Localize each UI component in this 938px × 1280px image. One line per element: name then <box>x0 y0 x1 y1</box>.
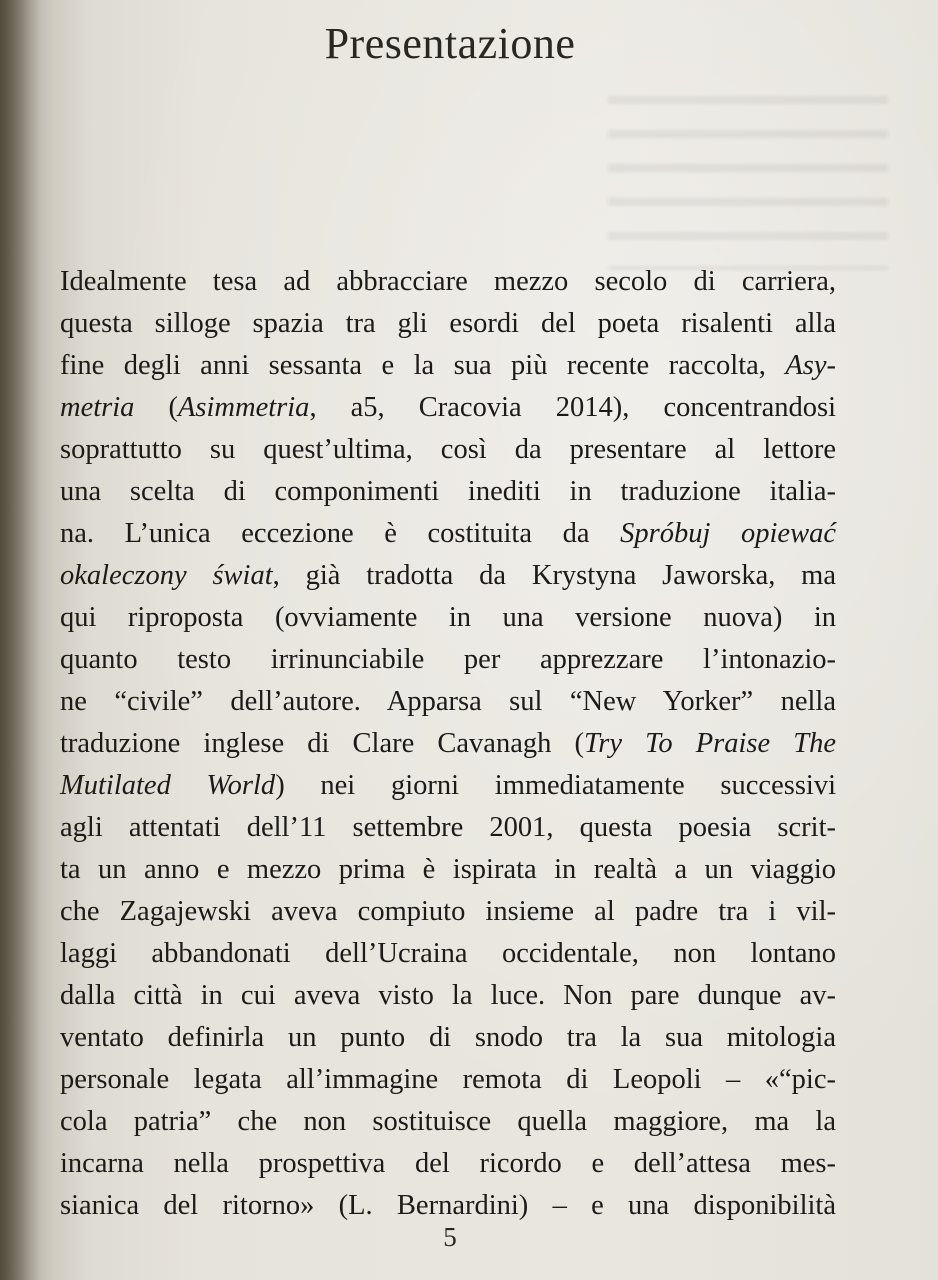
text-line: una scelta di componimenti inediti in traduzione italia- <box>60 476 836 507</box>
text-line: traduzione inglese di Clare Cavanagh (Try To Praise The <box>60 728 836 759</box>
text-line: questa silloge spazia tra gli esordi del poeta risalenti alla <box>60 308 836 339</box>
text-line: metria (Asimmetria, a5, Cracovia 2014), concentrandosi <box>60 392 836 423</box>
text-line: ta un anno e mezzo prima è ispirata in realtà a un viaggio <box>60 854 836 885</box>
text-line: dalla città in cui aveva visto la luce. Non pare dunque av- <box>60 980 836 1011</box>
text-line: incarna nella prospettiva del ricordo e dell’attesa mes- <box>60 1148 836 1179</box>
text-line: agli attentati dell’11 settembre 2001, questa poesia scrit- <box>60 812 836 843</box>
text-line: Idealmente tesa ad abbracciare mezzo secolo di carriera, <box>60 266 836 297</box>
text-line: personale legata all’immagine remota di Leopoli – «“pic- <box>60 1064 836 1095</box>
text-line: quanto testo irrinunciabile per apprezzare l’intonazio- <box>60 644 836 675</box>
text-line: sianica del ritorno» (L. Bernardini) – e una disponibilità <box>60 1190 836 1221</box>
text-line: ne “civile” dell’autore. Apparsa sul “New Yorker” nella <box>60 686 836 717</box>
page-number: 5 <box>443 1222 457 1252</box>
text-line: che Zagajewski aveva compiuto insieme al padre tra i vil- <box>60 896 836 927</box>
text-line: na. L’unica eccezione è costituita da Spróbuj opiewać <box>60 518 836 549</box>
text-line: soprattutto su quest’ultima, così da presentare al lettore <box>60 434 836 465</box>
text-line: okaleczony świat, già tradotta da Krystyna Jaworska, ma <box>60 560 837 591</box>
text-line: qui riproposta (ovviamente in una versione nuova) in <box>60 602 836 633</box>
page-title: Presentazione <box>324 19 576 68</box>
text-line: Mutilated World) nei giorni immediatamente successivi <box>60 770 836 801</box>
text-line: fine degli anni sessanta e la sua più recente raccolta, Asy- <box>60 350 836 381</box>
text-line: cola patria” che non sostituisce quella maggiore, ma la <box>60 1106 836 1137</box>
text-line: laggi abbandonati dell’Ucraina occidentale, non lontano <box>60 938 836 969</box>
text-line: ventato definirla un punto di snodo tra la sua mitologia <box>60 1022 836 1053</box>
